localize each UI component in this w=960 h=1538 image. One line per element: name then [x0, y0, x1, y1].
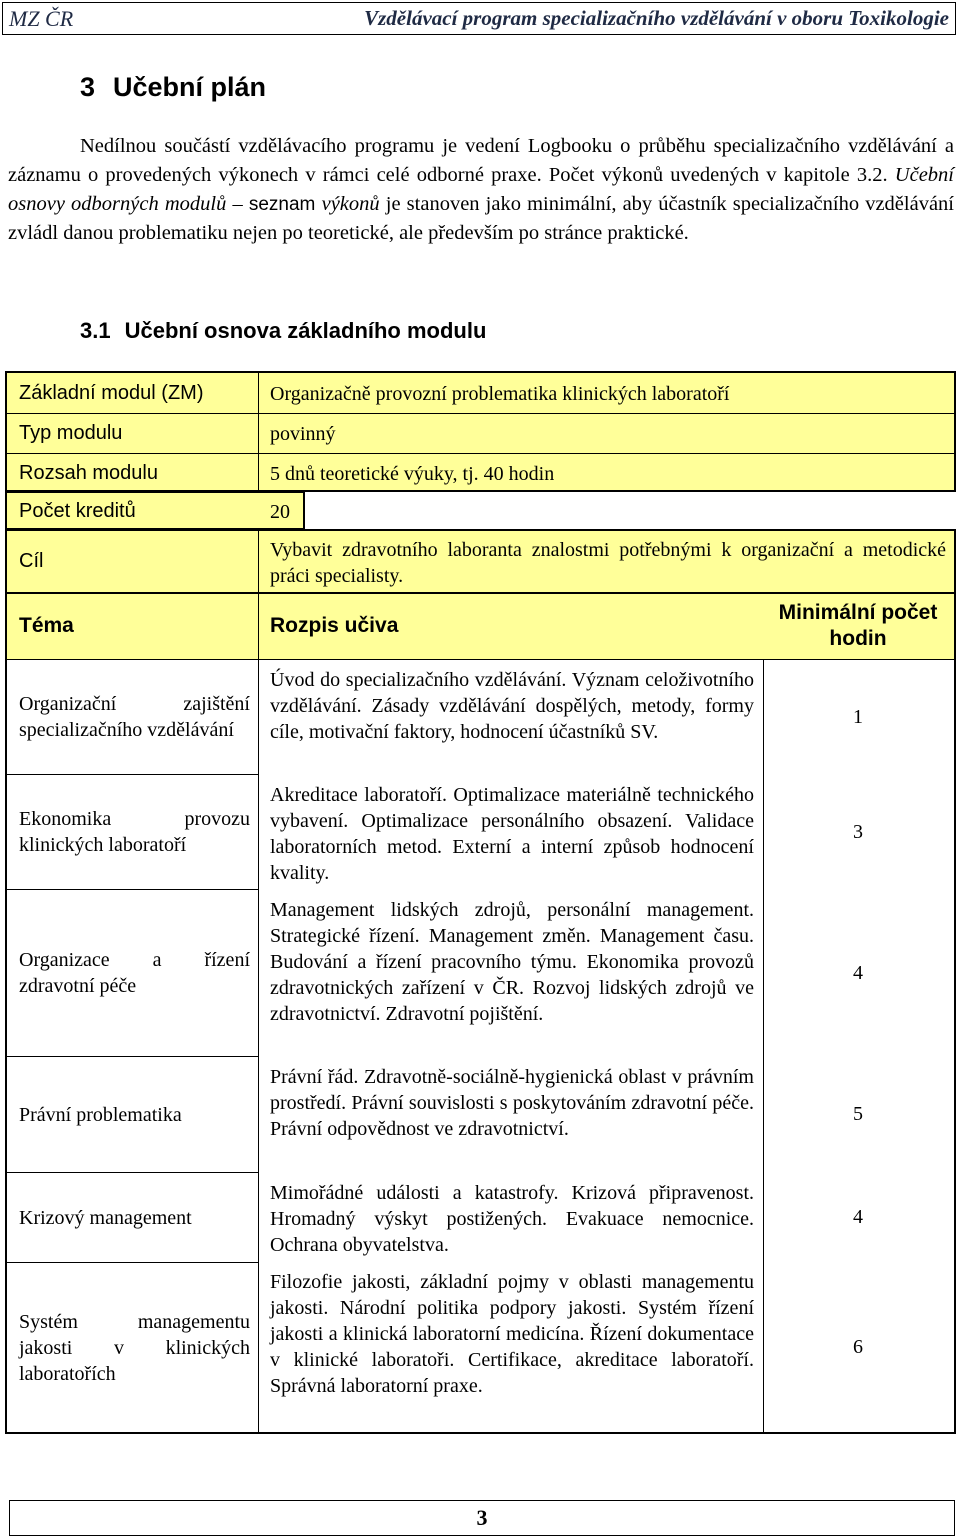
row-content: Management lidských zdrojů, personální management. Strategické řízení. Management změn. Management času. Budování a řízení pracovního týmu. Ekonomika provozů zdravotnických zařízení v ČR. Rozvoj lidských zdrojů ve zdravotnictví. Zdravotní pojištění.: [270, 899, 754, 1025]
goal-box: [5, 529, 956, 594]
intro-part1: Nedílnou součástí vzdělávacího programu je vedení Logbooku o průběhu specializačního vzdělávání a záznamu o provedených výkonech v rámci celé odborné praxe.: [8, 135, 954, 186]
row-topic: Organizace a řízení zdravotní péče: [19, 949, 250, 997]
subsection-number: 3.1: [80, 318, 111, 343]
intro-part4: seznam: [248, 194, 322, 215]
row-hours: 6: [853, 1336, 863, 1358]
intro-part3: Učební osnovy odborných modulů –: [8, 164, 954, 215]
row-content: Mimořádné události a katastrofy. Krizová připravenost. Hromadný výskyt postižených. Evakuace nemocnice. Ochrana obyvatelstva.: [270, 1182, 754, 1256]
table-row: [7, 1057, 954, 1172]
row-content: Úvod do specializačního vzdělávání. Význam celoživotního vzdělávání. Zásady vzdělávání dospělých, metody, formy cíle, motivační faktory, hodnocení účastníků SV.: [270, 669, 754, 743]
curriculum-table: [5, 592, 956, 1434]
module-info-rule: [7, 453, 954, 454]
row-content: Akreditace laboratoří. Optimalizace materiálně technického vybavení. Optimalizace personálního obsazení. Validace laboratorních metod. Externí a interní způsob hodnocení kvality.: [270, 784, 754, 884]
row-hours: 5: [853, 1103, 863, 1125]
page-number: 3: [9, 1500, 955, 1536]
table-row: [7, 1173, 954, 1262]
row-hours: 4: [853, 961, 863, 984]
module-info-rule: [7, 413, 954, 414]
intro-part6: je stanoven jako minimální, aby účastník specializačního vzdělávání zvládl danou problematiku nejen po teoretické, ale především po stránce praktické.: [8, 193, 954, 244]
module-type-value: povinný: [270, 423, 336, 445]
col-hours-header: Minimální počet hodin: [778, 601, 938, 650]
module-info-divider: [258, 373, 259, 490]
row-topic: Systém managementu jakosti v klinických laboratořích: [19, 1310, 250, 1385]
section-title: [80, 72, 266, 103]
module-range-label: Rozsah modulu: [19, 462, 158, 484]
subsection-title-text: Učební osnova základního modulu: [124, 318, 487, 343]
row-topic: Krizový management: [19, 1206, 192, 1229]
credits-value: 20: [270, 501, 290, 523]
table-row: [7, 890, 954, 1056]
header-ministry: MZ ČR: [9, 6, 74, 31]
module-type-label: Typ modulu: [19, 422, 123, 444]
credits-label: Počet kreditů: [19, 500, 136, 522]
credits-box: [5, 491, 305, 530]
table-header: [7, 594, 954, 660]
intro-part5: výkonů: [321, 193, 380, 215]
module-range-value: 5 dnů teoretické výuky, tj. 40 hodin: [270, 463, 555, 485]
goal-label: Cíl: [19, 550, 44, 572]
header-program-title: Vzdělávací program specializačního vzdělávání v oboru Toxikologie: [364, 6, 949, 30]
col-topic-header: Téma: [19, 614, 74, 637]
row-content: Právní řád. Zdravotně-sociálně-hygienická oblast v právním prostředí. Právní souvislosti s poskytováním zdravotní péče. Právní odpovědnost ve zdravotnictví.: [270, 1066, 754, 1140]
goal-value: Vybavit zdravotního laboranta znalostmi potřebnými k organizační a metodické práci specialisty.: [270, 539, 946, 587]
table-row: [7, 775, 954, 889]
row-topic: Ekonomika provozu klinických laboratoří: [19, 808, 250, 856]
module-label: Základní modul (ZM): [19, 382, 204, 404]
goal-divider: [258, 531, 259, 592]
intro-part2: Počet výkonů uvedených v kapitole 3.2.: [548, 164, 895, 186]
section-number: 3: [80, 72, 96, 102]
intro-paragraph: [8, 132, 954, 248]
subsection-title: [80, 318, 486, 344]
row-hours: 4: [853, 1206, 863, 1228]
table-row: [7, 660, 954, 774]
intro-text: [8, 132, 954, 248]
col-content-header: Rozpis učiva: [270, 614, 399, 637]
page-header: [2, 2, 956, 35]
row-content: Filozofie jakosti, základní pojmy v oblasti managementu jakosti. Národní politika podpory jakosti. Systém řízení jakosti a klinická laboratorní medicína. Řízení dokumentace v klinické laboratoři. Certifikace, akreditace laboratoří. Správná laboratorní praxe.: [270, 1271, 754, 1397]
module-name: Organizačně provozní problematika klinických laboratoří: [270, 383, 730, 405]
table-row: [7, 1263, 954, 1432]
section-title-text: Učební plán: [113, 72, 267, 102]
row-hours: 1: [853, 705, 863, 728]
module-info-box: [5, 371, 956, 492]
row-hours: 3: [853, 820, 863, 843]
row-topic: Právní problematika: [19, 1103, 182, 1126]
row-topic: Organizační zajištění specializačního vzdělávání: [19, 693, 250, 741]
